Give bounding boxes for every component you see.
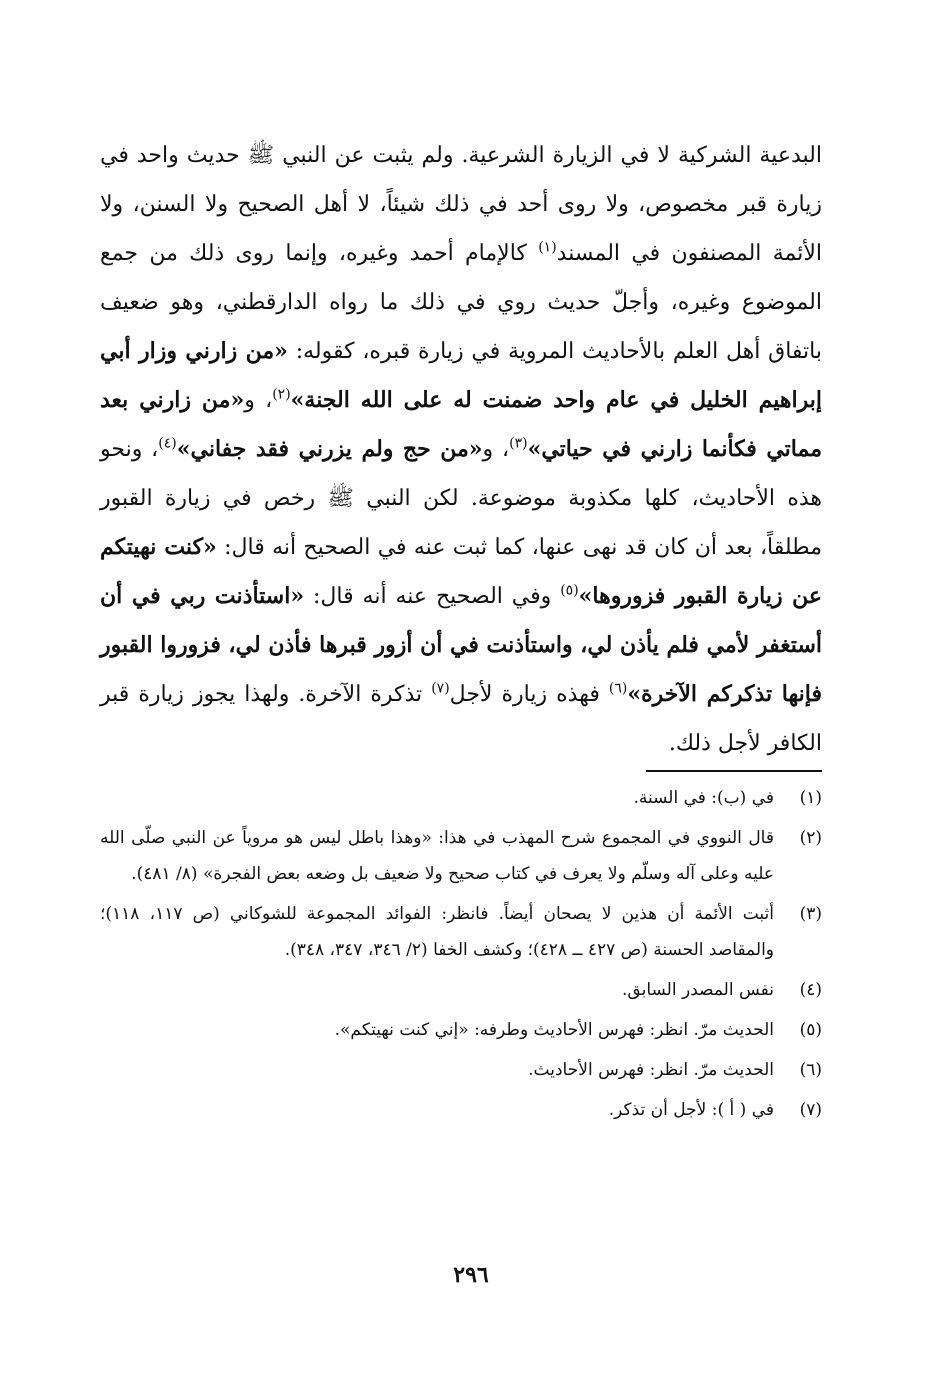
footnote-item — [100, 1012, 822, 1048]
text-run: ، و — [482, 437, 510, 462]
footnote-text: في ( أ ): لأجل أن تذكر. — [608, 1100, 774, 1120]
text-run: ، و — [244, 388, 273, 413]
main-paragraph — [100, 131, 822, 768]
footnote-text: قال النووي في المجموع شرح المهذب في هذا: «وهذا باطل ليس هو مروياً عن النبي صلّى الله عليه وعلى آله وسلّم ولا يعرف في كتاب صحيح ولا ضعيف بل وضعه بعض الفجرة» (٨/ ٤٨١). — [100, 828, 774, 884]
footnote-ref-5[interactable]: (٥) — [560, 582, 579, 599]
footnote-ref-2[interactable]: (٢) — [272, 386, 291, 403]
hadith-quote-5: «استأذنت ربي في أن أستغفر لأمي فلم يأذن لي، واستأذنت في أن أزور قبرها فأذن لي، فزوروا القبور فإنها تذكركم الآخرة» — [100, 583, 822, 707]
footnote-item — [100, 1092, 822, 1128]
footnote-item — [100, 780, 822, 816]
footnote-number: (٤) — [799, 980, 822, 1000]
footnote-number: (٣) — [799, 904, 822, 924]
footnote-text: الحديث مرّ. انظر: فهرس الأحاديث وطرفه: «إني كنت نهيتكم». — [334, 1020, 774, 1040]
footnote-item — [100, 1052, 822, 1088]
footnote-item — [100, 896, 822, 968]
hadith-quote-4: «كنت نهيتكم عن زيارة القبور فزوروها» — [100, 534, 823, 609]
footnote-text: في (ب): في السنة. — [633, 788, 774, 808]
text-run: كالإمام أحمد وغيره، وإنما روى ذلك من جمع الموضوع وغيره، وأجلّ حديث روي في ذلك ما رواه الدارقطني، وهو ضعيف باتفاق أهل العلم بالأحاديث المروية في زيارة قبره، كقوله: — [100, 241, 822, 364]
footnote-number: (١) — [799, 788, 822, 808]
footnote-divider — [646, 770, 822, 772]
text-run: البدعية الشركية لا في الزيارة الشرعية. ولم يثبت عن النبي ﷺ حديث واحد في زيارة قبر مخصوص، ولا روى أحد في ذلك شيئاً، لا أهل الصحيح ولا السنن، ولا الأئمة المصنفون في المسند — [100, 143, 822, 266]
footnote-text: أثبت الأئمة أن هذين لا يصحان أيضاً. فانظر: الفوائد المجموعة للشوكاني (ص ١١٧، ١١٨)؛ والمقاصد الحسنة (ص ٤٢٧ ــ ٤٢٨)؛ وكشف الخفا (٢/ ٣٤٦، ٣٤٧، ٣٤٨). — [100, 904, 775, 960]
footnote-number: (٧) — [799, 1100, 822, 1120]
hadith-quote-1: «من زارني وزار أبي إبراهيم الخليل في عام واحد ضمنت له على الله الجنة» — [100, 338, 823, 413]
main-text — [100, 131, 822, 768]
text-run: وفي الصحيح عنه أنه قال: — [304, 584, 561, 609]
footnote-ref-1[interactable]: (١) — [538, 239, 557, 256]
footnote-ref-6[interactable]: (٦) — [608, 680, 628, 697]
footnote-ref-7[interactable]: (٧) — [431, 680, 450, 697]
footnote-ref-3[interactable]: (٣) — [509, 435, 528, 452]
hadith-quote-3: «من حج ولم يزرني فقد جفاني» — [176, 436, 483, 462]
footnote-number: (٢) — [799, 828, 822, 848]
footnote-ref-4[interactable]: (٤) — [158, 435, 177, 452]
page-number: ٢٩٦ — [453, 1262, 489, 1288]
footnote-item — [100, 820, 822, 892]
text-run: تذكرة الآخرة. ولهذا يجوز زيارة قبر الكافر لأجل ذلك. — [100, 682, 822, 756]
footnote-text: نفس المصدر السابق. — [622, 980, 774, 1000]
text-run: ، ونحو هذه الأحاديث، كلها مكذوبة موضوعة. لكن النبي ﷺ رخص في زيارة القبور مطلقاً، بعد أن كان قد نهى عنها، كما ثبت عنه في الصحيح أنه قال: — [100, 437, 822, 560]
text-run: فهذه زيارة لأجل — [449, 682, 609, 707]
footnote-number: (٦) — [799, 1060, 822, 1080]
footnote-text: الحديث مرّ. انظر: فهرس الأحاديث. — [528, 1060, 774, 1080]
footnotes-list — [100, 780, 822, 1132]
footnote-item — [100, 972, 822, 1008]
hadith-quote-2: «من زارني بعد مماتي فكأنما زارني في حياتي» — [100, 387, 823, 462]
footnote-number: (٥) — [799, 1020, 822, 1040]
